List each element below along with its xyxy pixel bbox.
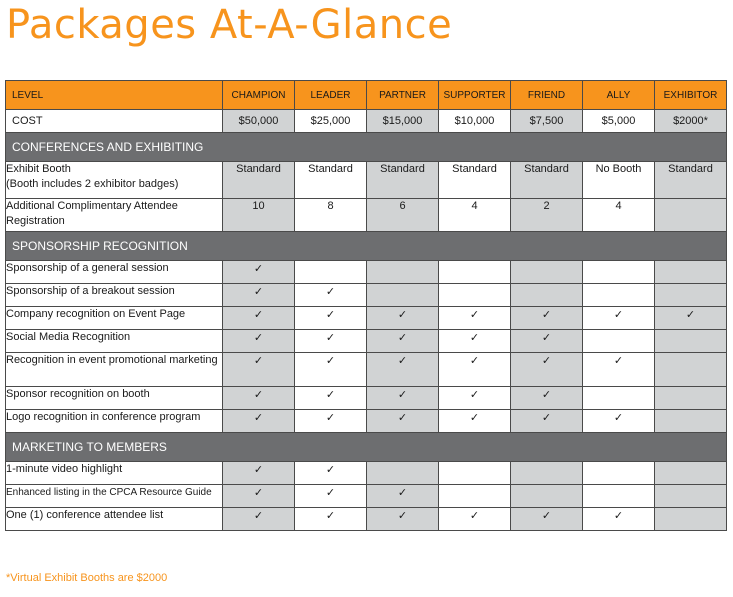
check-icon: ✓ — [295, 485, 367, 508]
section-title: SPONSORSHIP RECOGNITION — [6, 232, 727, 261]
check-icon: ✓ — [439, 387, 511, 410]
table-cell — [511, 462, 583, 485]
row-label-line1: Exhibit Booth — [6, 163, 71, 175]
level-header-row — [6, 81, 727, 110]
level-ally: ALLY — [583, 81, 655, 110]
row-label: Sponsorship of a general session — [6, 261, 223, 284]
table-cell — [583, 462, 655, 485]
table-cell: 8 — [295, 199, 367, 232]
check-icon: ✓ — [511, 307, 583, 330]
check-icon: ✓ — [295, 462, 367, 485]
table-cell: 10 — [223, 199, 295, 232]
table-cell — [655, 261, 727, 284]
table-cell — [655, 199, 727, 232]
check-icon: ✓ — [223, 462, 295, 485]
row-label: Recognition in event promotional marketing — [6, 353, 223, 387]
table-row — [6, 387, 727, 410]
row-label-line2: (Booth includes 2 exhibitor badges) — [6, 178, 179, 190]
table-cell — [655, 485, 727, 508]
check-icon: ✓ — [583, 353, 655, 387]
cost-friend: $7,500 — [511, 110, 583, 133]
table-row — [6, 462, 727, 485]
cost-row — [6, 110, 727, 133]
section-header-marketing — [6, 433, 727, 462]
row-label: Additional Complimentary Attendee Registration — [6, 199, 223, 232]
check-icon: ✓ — [295, 508, 367, 531]
check-icon: ✓ — [367, 387, 439, 410]
table-cell — [655, 410, 727, 433]
section-title: MARKETING TO MEMBERS — [6, 433, 727, 462]
table-cell — [655, 353, 727, 387]
check-icon: ✓ — [367, 410, 439, 433]
check-icon: ✓ — [223, 330, 295, 353]
table-cell — [583, 284, 655, 307]
table-cell — [655, 284, 727, 307]
table-cell: 4 — [583, 199, 655, 232]
table-row — [6, 330, 727, 353]
table-cell — [439, 462, 511, 485]
level-partner: PARTNER — [367, 81, 439, 110]
table-cell — [583, 330, 655, 353]
cost-leader: $25,000 — [295, 110, 367, 133]
check-icon: ✓ — [223, 261, 295, 284]
row-label: Logo recognition in conference program — [6, 410, 223, 433]
table-cell — [511, 485, 583, 508]
check-icon: ✓ — [583, 307, 655, 330]
check-icon: ✓ — [295, 284, 367, 307]
row-label: Company recognition on Event Page — [6, 307, 223, 330]
check-icon: ✓ — [223, 485, 295, 508]
cost-ally: $5,000 — [583, 110, 655, 133]
table-cell: 6 — [367, 199, 439, 232]
check-icon: ✓ — [367, 330, 439, 353]
table-cell: Standard — [511, 162, 583, 199]
table-cell — [655, 462, 727, 485]
table-cell — [439, 261, 511, 284]
table-cell — [655, 387, 727, 410]
check-icon: ✓ — [223, 410, 295, 433]
check-icon: ✓ — [295, 410, 367, 433]
check-icon: ✓ — [511, 508, 583, 531]
check-icon: ✓ — [439, 330, 511, 353]
footnote: *Virtual Exhibit Booths are $2000 — [6, 572, 168, 584]
cost-exhibitor: $2000* — [655, 110, 727, 133]
check-icon: ✓ — [223, 387, 295, 410]
check-icon: ✓ — [223, 284, 295, 307]
table-cell: Standard — [655, 162, 727, 199]
table-cell — [583, 485, 655, 508]
check-icon: ✓ — [367, 307, 439, 330]
table-cell: 2 — [511, 199, 583, 232]
row-label: Sponsorship of a breakout session — [6, 284, 223, 307]
table-cell — [655, 330, 727, 353]
check-icon: ✓ — [295, 387, 367, 410]
check-icon: ✓ — [295, 330, 367, 353]
table-cell — [439, 284, 511, 307]
table-cell: 4 — [439, 199, 511, 232]
check-icon: ✓ — [583, 508, 655, 531]
table-cell: Standard — [439, 162, 511, 199]
row-label: Social Media Recognition — [6, 330, 223, 353]
check-icon: ✓ — [295, 353, 367, 387]
check-icon: ✓ — [511, 387, 583, 410]
check-icon: ✓ — [655, 307, 727, 330]
check-icon: ✓ — [367, 485, 439, 508]
table-cell — [367, 462, 439, 485]
table-row — [6, 353, 727, 387]
check-icon: ✓ — [223, 353, 295, 387]
check-icon: ✓ — [439, 353, 511, 387]
row-label: 1-minute video highlight — [6, 462, 223, 485]
check-icon: ✓ — [295, 307, 367, 330]
table-row — [6, 261, 727, 284]
check-icon: ✓ — [223, 508, 295, 531]
table-cell — [511, 284, 583, 307]
check-icon: ✓ — [583, 410, 655, 433]
check-icon: ✓ — [439, 307, 511, 330]
cost-label: COST — [6, 110, 223, 133]
section-header-conferences — [6, 133, 727, 162]
table-row — [6, 199, 727, 232]
check-icon: ✓ — [511, 330, 583, 353]
table-cell — [655, 508, 727, 531]
check-icon: ✓ — [367, 508, 439, 531]
check-icon: ✓ — [511, 410, 583, 433]
table-row — [6, 307, 727, 330]
level-supporter: SUPPORTER — [439, 81, 511, 110]
table-cell — [367, 261, 439, 284]
check-icon: ✓ — [439, 410, 511, 433]
table-row — [6, 162, 727, 199]
section-title: CONFERENCES AND EXHIBITING — [6, 133, 727, 162]
check-icon: ✓ — [439, 508, 511, 531]
level-friend: FRIEND — [511, 81, 583, 110]
check-icon: ✓ — [223, 307, 295, 330]
row-label: Sponsor recognition on booth — [6, 387, 223, 410]
table-cell: Standard — [295, 162, 367, 199]
cost-supporter: $10,000 — [439, 110, 511, 133]
level-leader: LEADER — [295, 81, 367, 110]
table-cell: Standard — [367, 162, 439, 199]
table-cell — [511, 261, 583, 284]
level-label: LEVEL — [6, 81, 223, 110]
level-champion: CHAMPION — [223, 81, 295, 110]
section-header-sponsorship — [6, 232, 727, 261]
cost-partner: $15,000 — [367, 110, 439, 133]
check-icon: ✓ — [367, 353, 439, 387]
row-label — [6, 162, 223, 199]
table-row — [6, 485, 727, 508]
table-cell: Standard — [223, 162, 295, 199]
table-row — [6, 410, 727, 433]
row-label: One (1) conference attendee list — [6, 508, 223, 531]
table-cell — [295, 261, 367, 284]
table-row — [6, 284, 727, 307]
row-label: Enhanced listing in the CPCA Resource Guide — [6, 485, 223, 508]
page-title: Packages At-A-Glance — [6, 2, 453, 48]
cost-champion: $50,000 — [223, 110, 295, 133]
table-row — [6, 508, 727, 531]
table-cell — [367, 284, 439, 307]
table-cell — [439, 485, 511, 508]
level-exhibitor: EXHIBITOR — [655, 81, 727, 110]
table-cell: No Booth — [583, 162, 655, 199]
table-cell — [583, 261, 655, 284]
packages-table — [5, 80, 727, 531]
table-cell — [583, 387, 655, 410]
check-icon: ✓ — [511, 353, 583, 387]
